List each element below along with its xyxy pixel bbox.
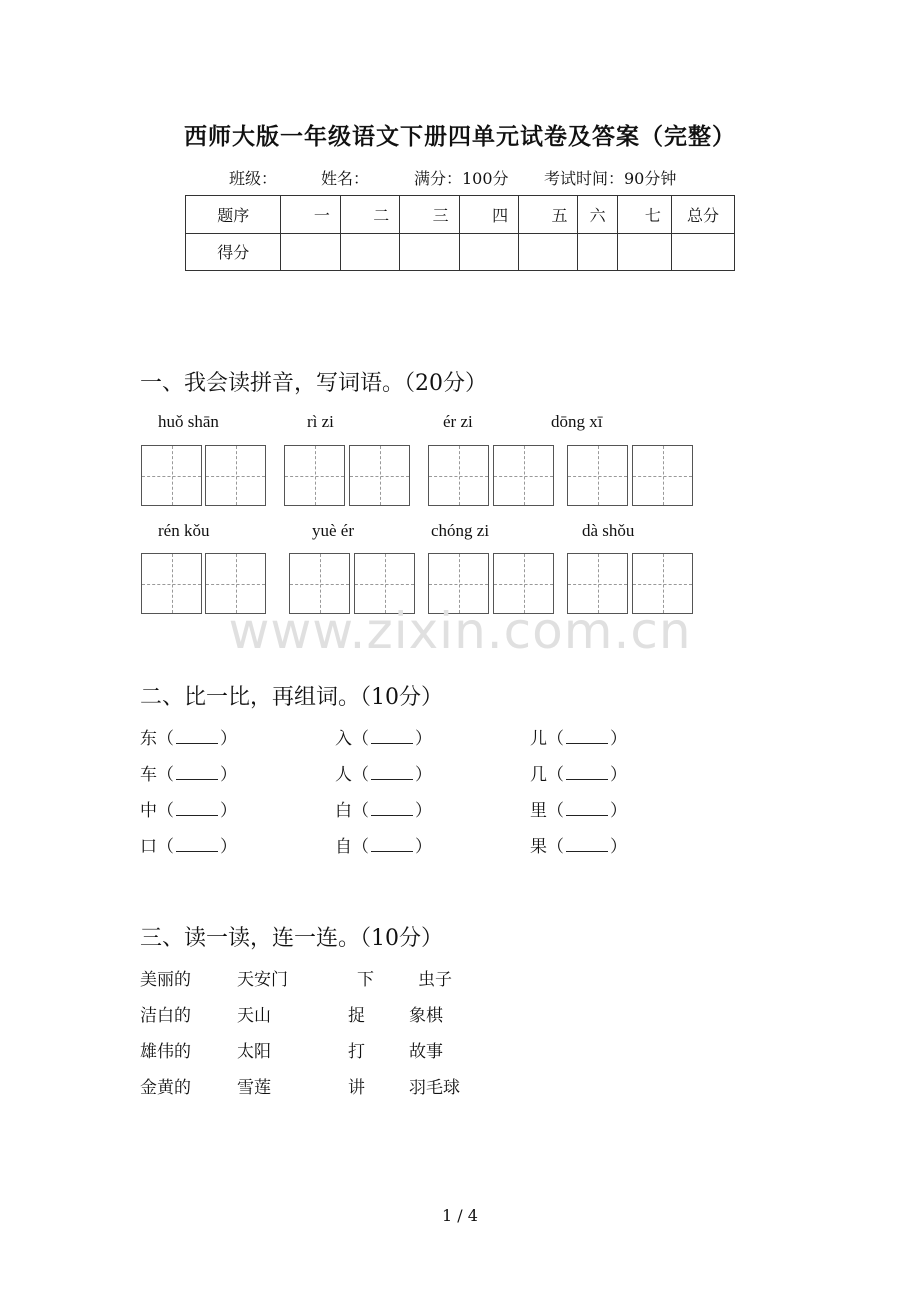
writing-grid-box[interactable] — [567, 445, 628, 506]
name-label: 姓名： — [321, 169, 370, 188]
header-cell: 七 — [617, 196, 671, 234]
match-word[interactable]: 洁白的 — [140, 1006, 191, 1026]
word-group-item[interactable]: 果（ ） — [530, 837, 627, 857]
writing-grid-box[interactable] — [349, 445, 410, 506]
section3-title: 三、读一读，连一连。（10分） — [140, 926, 443, 951]
score-table-header-row — [186, 196, 735, 234]
row-label: 得分 — [186, 233, 281, 271]
match-word[interactable]: 虫子 — [418, 970, 452, 990]
pinyin-label: huǒ shān — [158, 412, 219, 431]
pinyin-label: rì zi — [307, 412, 334, 431]
word-group-item[interactable]: 口（ ） — [140, 837, 237, 857]
match-word[interactable]: 雄伟的 — [140, 1042, 191, 1062]
writing-grid-box[interactable] — [205, 445, 266, 506]
word-group-item[interactable]: 几（ ） — [530, 765, 627, 785]
score-cell[interactable] — [400, 233, 459, 271]
header-cell: 二 — [340, 196, 399, 234]
pinyin-label: dōng xī — [551, 412, 603, 431]
score-cell[interactable] — [617, 233, 671, 271]
score-cell[interactable] — [281, 233, 340, 271]
page-title: 西师大版一年级语文下册四单元试卷及答案（完整） — [184, 123, 736, 150]
header-cell: 六 — [578, 196, 617, 234]
match-word[interactable]: 雪莲 — [237, 1078, 271, 1098]
writing-grid-box[interactable] — [632, 445, 693, 506]
match-word[interactable]: 讲 — [348, 1078, 365, 1098]
pinyin-label: yuè ér — [312, 521, 355, 540]
word-group-item[interactable]: 入（ ） — [335, 729, 432, 749]
match-word[interactable]: 下 — [357, 970, 374, 990]
exam-time: 考试时间：90分钟 — [544, 169, 677, 188]
header-cell: 总分 — [671, 196, 734, 234]
match-word[interactable]: 象棋 — [409, 1006, 443, 1026]
word-group-item[interactable]: 东（ ） — [140, 729, 237, 749]
match-word[interactable]: 打 — [348, 1042, 365, 1062]
word-group-item[interactable]: 里（ ） — [530, 801, 627, 821]
word-group-item[interactable]: 自（ ） — [335, 837, 432, 857]
page-number: 1 / 4 — [442, 1206, 478, 1225]
match-word[interactable]: 金黄的 — [140, 1078, 191, 1098]
word-group-item[interactable]: 车（ ） — [140, 765, 237, 785]
score-cell[interactable] — [519, 233, 578, 271]
section1-title: 一、我会读拼音，写词语。（20分） — [140, 371, 487, 396]
word-group-item[interactable]: 白（ ） — [335, 801, 432, 821]
header-cell: 三 — [400, 196, 459, 234]
header-cell: 四 — [459, 196, 518, 234]
pinyin-label: rén kǒu — [158, 521, 210, 540]
score-cell[interactable] — [671, 233, 734, 271]
score-cell[interactable] — [578, 233, 617, 271]
match-word[interactable]: 美丽的 — [140, 970, 191, 990]
word-group-item[interactable]: 中（ ） — [140, 801, 237, 821]
score-cell[interactable] — [459, 233, 518, 271]
score-table — [185, 195, 735, 271]
writing-grid-box[interactable] — [284, 445, 345, 506]
match-word[interactable]: 故事 — [409, 1042, 443, 1062]
match-word[interactable]: 捉 — [348, 1006, 365, 1026]
score-cell[interactable] — [340, 233, 399, 271]
writing-grid-box[interactable] — [141, 445, 202, 506]
match-word[interactable]: 天安门 — [237, 970, 288, 990]
header-cell: 五 — [519, 196, 578, 234]
class-label: 班级： — [229, 169, 278, 188]
writing-grid-box[interactable] — [428, 445, 489, 506]
score-table-score-row — [186, 233, 735, 271]
match-word[interactable]: 天山 — [237, 1006, 271, 1026]
word-group-item[interactable]: 人（ ） — [335, 765, 432, 785]
match-word[interactable]: 羽毛球 — [409, 1078, 460, 1098]
header-cell: 题序 — [186, 196, 281, 234]
full-score: 满分：100分 — [414, 169, 509, 188]
pinyin-label: ér zi — [443, 412, 473, 431]
header-cell: 一 — [281, 196, 340, 234]
writing-grid-box[interactable] — [493, 445, 554, 506]
pinyin-label: chóng zi — [431, 521, 490, 540]
match-word[interactable]: 太阳 — [237, 1042, 271, 1062]
pinyin-label: dà shǒu — [582, 521, 635, 540]
section2-title: 二、比一比，再组词。（10分） — [140, 685, 443, 710]
watermark: www.zixin.com.cn — [228, 602, 692, 660]
word-group-item[interactable]: 儿（ ） — [530, 729, 627, 749]
